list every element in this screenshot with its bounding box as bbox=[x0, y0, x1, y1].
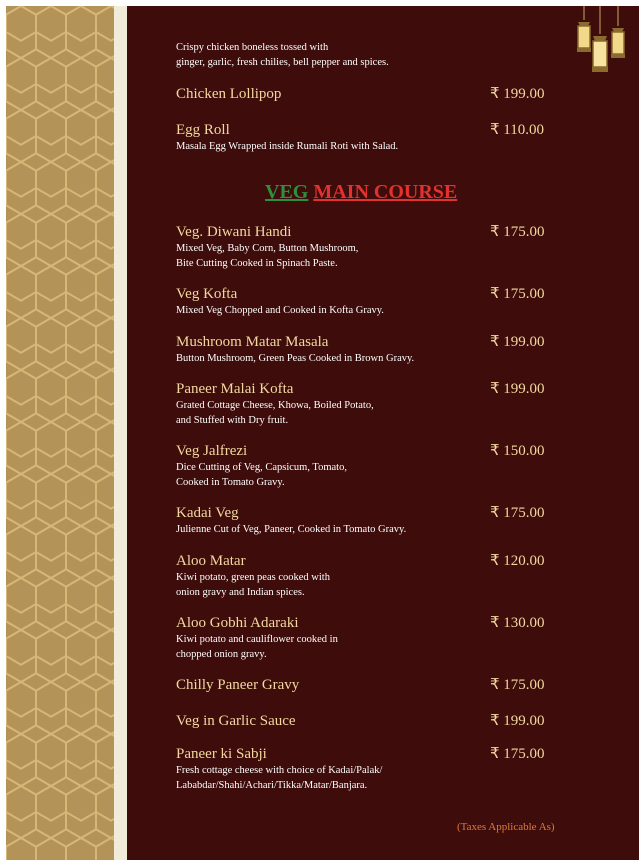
item-name: Chilly Paneer Gravy bbox=[176, 677, 300, 693]
item-name: Aloo Gobhi Adaraki bbox=[176, 615, 299, 631]
item-price: ₹ 110.00 bbox=[490, 122, 544, 138]
item-price: ₹ 175.00 bbox=[490, 286, 545, 302]
item-price: ₹ 199.00 bbox=[490, 86, 545, 102]
item-price: ₹ 175.00 bbox=[490, 677, 545, 693]
item-description: Fresh cottage cheese with choice of Kadai/Palak/ Lababdar/Shahi/Achari/Tikka/Matar/Banjara. bbox=[176, 765, 383, 791]
item-name: Veg. Diwani Handi bbox=[176, 224, 292, 240]
section-title-main-course: MAIN COURSE bbox=[313, 181, 458, 203]
taxes-note: (Taxes Applicable As) bbox=[457, 821, 555, 833]
item-price: ₹ 175.00 bbox=[490, 224, 545, 240]
item-description: Button Mushroom, Green Peas Cooked in Brown Gravy. bbox=[176, 353, 415, 364]
item-price: ₹ 120.00 bbox=[490, 553, 545, 569]
intro-description: Crispy chicken boneless tossed with ginger, garlic, fresh chilies, bell pepper and spices. bbox=[176, 42, 389, 68]
item-price: ₹ 199.00 bbox=[490, 334, 545, 350]
item-price: ₹ 175.00 bbox=[490, 746, 545, 762]
item-name: Paneer Malai Kofta bbox=[176, 381, 294, 397]
section-title bbox=[265, 180, 457, 204]
section-title-veg: VEG bbox=[265, 181, 309, 203]
item-price: ₹ 130.00 bbox=[490, 615, 545, 631]
item-description: Kiwi potato and cauliflower cooked in chopped onion gravy. bbox=[176, 634, 338, 660]
item-name: Mushroom Matar Masala bbox=[176, 334, 329, 350]
item-description: Julienne Cut of Veg, Paneer, Cooked in Tomato Gravy. bbox=[176, 524, 407, 535]
item-name: Egg Roll bbox=[176, 122, 230, 138]
item-description: Mixed Veg Chopped and Cooked in Kofta Gravy. bbox=[176, 305, 384, 316]
item-name: Veg Kofta bbox=[176, 286, 238, 302]
hanging-lanterns-icon bbox=[572, 6, 632, 82]
item-description: Masala Egg Wrapped inside Rumali Roti with Salad. bbox=[176, 141, 399, 152]
item-description: Dice Cutting of Veg, Capsicum, Tomato, Cooked in Tomato Gravy. bbox=[176, 462, 347, 488]
cream-divider bbox=[114, 6, 127, 860]
item-price: ₹ 199.00 bbox=[490, 713, 545, 729]
item-price: ₹ 199.00 bbox=[490, 381, 545, 397]
item-description: Kiwi potato, green peas cooked with onion gravy and Indian spices. bbox=[176, 572, 330, 598]
item-name: Veg in Garlic Sauce bbox=[176, 713, 296, 729]
item-price: ₹ 150.00 bbox=[490, 443, 545, 459]
item-name: Paneer ki Sabji bbox=[176, 746, 267, 762]
item-name: Chicken Lollipop bbox=[176, 86, 282, 102]
honeycomb-pattern bbox=[6, 6, 114, 860]
item-name: Kadai Veg bbox=[176, 505, 239, 521]
item-name: Aloo Matar bbox=[176, 553, 246, 569]
item-description: Grated Cottage Cheese, Khowa, Boiled Potato, and Stuffed with Dry fruit. bbox=[176, 400, 374, 426]
item-name: Veg Jalfrezi bbox=[176, 443, 248, 459]
item-price: ₹ 175.00 bbox=[490, 505, 545, 521]
item-description: Mixed Veg, Baby Corn, Button Mushroom, Bite Cutting Cooked in Spinach Paste. bbox=[176, 243, 359, 269]
